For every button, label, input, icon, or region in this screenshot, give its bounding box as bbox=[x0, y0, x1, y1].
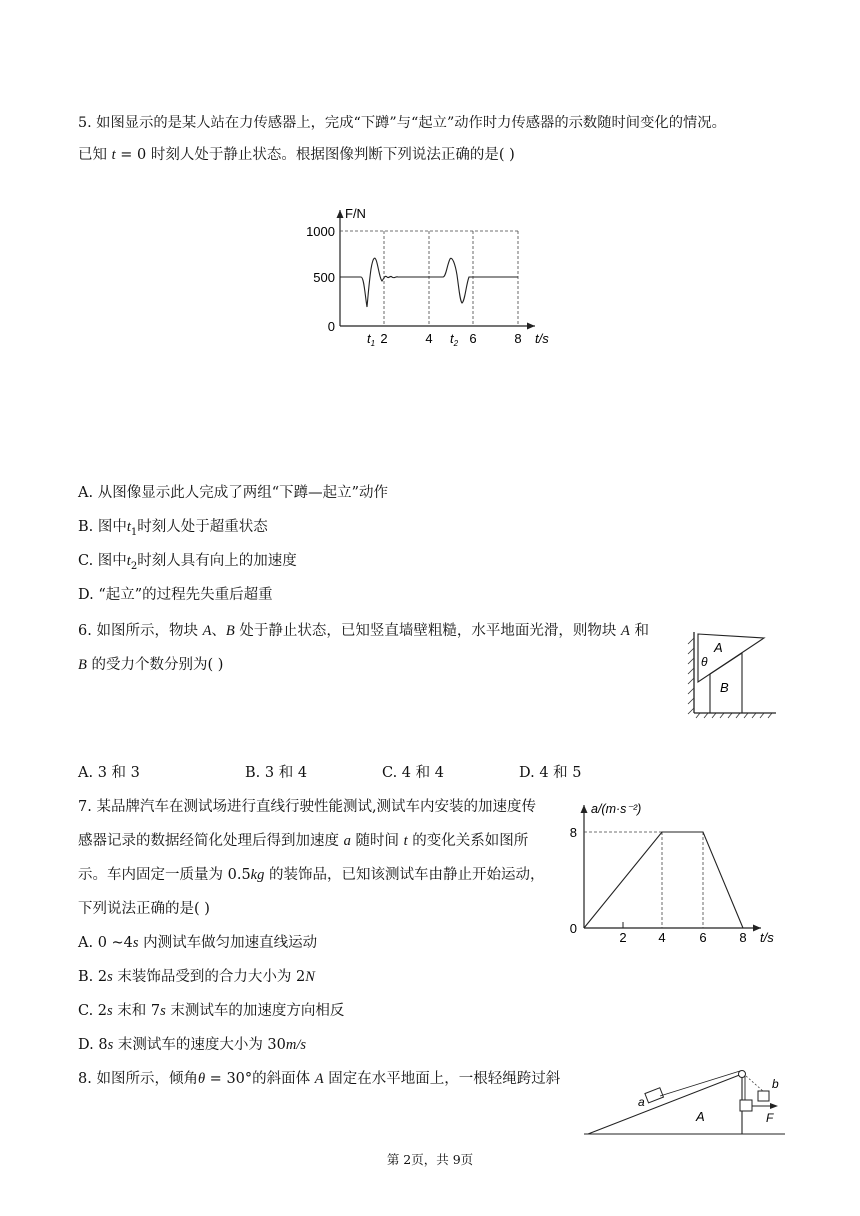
q5-xtick-t2-letter: t bbox=[450, 331, 454, 346]
q5-option-b-pre: B. 图中 bbox=[78, 519, 127, 535]
q6-var-a-2: A bbox=[621, 623, 630, 639]
q5-xtick-t2-sub: 2 bbox=[453, 339, 459, 348]
q6-option-c: C. 4 和 4 bbox=[382, 765, 444, 781]
q7-acceleration-graph bbox=[563, 797, 783, 947]
q5-xtick-t1-letter: t bbox=[367, 331, 371, 346]
q7-line-2-pre: 感器记录的数据经简化处理后得到加速度 bbox=[78, 833, 344, 849]
q6-option-b: B. 3 和 4 bbox=[245, 765, 308, 781]
q7-option-a-pre: A. 0 ~4 bbox=[78, 935, 133, 951]
q5-ytick-0: 0 bbox=[327, 319, 335, 334]
q7-line-3 bbox=[78, 865, 544, 885]
q6-var-b-2: B bbox=[78, 657, 87, 673]
q7-xtick-8: 8 bbox=[739, 930, 747, 945]
q5-force-graph bbox=[295, 205, 575, 348]
q7-line-1: 7. 某品牌汽车在测试场进行直线行驶性能测试,测试车内安装的加速度传 bbox=[78, 799, 537, 815]
q8-line-1-post: 固定在水平地面上，一根轻绳跨过斜 bbox=[323, 1071, 561, 1087]
q7-line-2 bbox=[78, 831, 528, 851]
q7-line-2-post: 的变化关系如图所 bbox=[407, 833, 529, 849]
q7-option-b bbox=[78, 967, 315, 987]
q5-xtick-t2 bbox=[450, 331, 459, 348]
q5-xtick-6: 6 bbox=[469, 331, 477, 346]
q7-option-c-post: 末测试车的加速度方向相反 bbox=[165, 1003, 345, 1019]
q6-line-1-post: 处于静止状态，已知竖直墙壁粗糙，水平地面光滑，则物块 bbox=[234, 623, 621, 639]
q7-xtick-6: 6 bbox=[699, 930, 707, 945]
q7-unit-kg: kg bbox=[250, 867, 265, 883]
q6-and: 和 bbox=[629, 623, 649, 639]
q5-xtick-t1-sub: 1 bbox=[370, 339, 376, 348]
q7-acceleration-curve bbox=[584, 832, 743, 928]
q8-fig-label-big-a: A bbox=[696, 1109, 705, 1124]
q6-line-1-pre: 6. 如图所示，物块 bbox=[78, 623, 203, 639]
q5-option-b bbox=[78, 517, 268, 543]
q5-option-b-post: 时刻人处于超重状态 bbox=[137, 519, 268, 535]
q5-option-c-post: 时刻人具有向上的加速度 bbox=[137, 553, 297, 569]
q7-ylabel: a/(m·s⁻²) bbox=[591, 802, 642, 816]
q5-option-c-var: t bbox=[126, 553, 131, 569]
q7-option-b-unit-n: N bbox=[305, 969, 315, 985]
q6-option-d: D. 4 和 5 bbox=[519, 765, 582, 781]
q7-option-a-post: 内测试车做匀加速直线运动 bbox=[138, 935, 318, 951]
q5-line-2-var-t: t bbox=[111, 147, 116, 163]
q7-option-c bbox=[78, 1001, 344, 1021]
q6-line-2 bbox=[78, 655, 223, 675]
q6-option-a: A. 3 和 3 bbox=[78, 765, 140, 781]
q7-line-2-mid: 随时间 bbox=[350, 833, 404, 849]
q5-option-b-var: t bbox=[126, 519, 131, 535]
q7-option-a-unit: s bbox=[132, 935, 139, 951]
q5-option-b-sub: 1 bbox=[130, 526, 138, 538]
q7-option-d bbox=[78, 1035, 306, 1055]
q6-fig-label-b: B bbox=[720, 680, 729, 695]
q5-line-2-text-a: 已知 bbox=[78, 147, 112, 163]
q7-var-t: t bbox=[403, 833, 408, 849]
q5-option-c-sub: 2 bbox=[130, 560, 138, 572]
q6-wall-blocks-figure bbox=[684, 620, 779, 720]
q6-line-2-post: 的受力个数分别为( ) bbox=[86, 657, 224, 673]
page-footer: 第 2页，共 9页 bbox=[386, 1152, 474, 1167]
q7-option-c-unit-1: s bbox=[107, 1003, 113, 1019]
q8-fig-label-a: a bbox=[638, 1095, 645, 1109]
q6-fig-label-a: A bbox=[714, 640, 723, 655]
q5-option-a: A. 从图像显示此人完成了两组“下蹲—起立”动作 bbox=[78, 485, 389, 501]
q7-option-d-unit-mps: m/s bbox=[285, 1037, 307, 1053]
q8-line-1-mid: = 30°的斜面体 bbox=[205, 1071, 315, 1087]
q5-option-c-pre: C. 图中 bbox=[78, 553, 127, 569]
q7-option-c-unit-2: s bbox=[160, 1003, 166, 1019]
q7-line-3-pre: 示。车内固定一质量为 0.5 bbox=[78, 867, 251, 883]
q7-option-c-mid: 末和 7 bbox=[112, 1003, 161, 1019]
q7-xtick-4: 4 bbox=[658, 930, 666, 945]
q7-xlabel: t/s bbox=[760, 930, 774, 945]
q5-xtick-4: 4 bbox=[425, 331, 433, 346]
q7-ytick-8: 8 bbox=[569, 825, 577, 840]
q7-option-d-unit-s: s bbox=[107, 1037, 114, 1053]
q5-option-c bbox=[78, 551, 297, 577]
q6-fig-label-theta: θ bbox=[701, 655, 708, 669]
q8-fig-label-b: b bbox=[772, 1077, 779, 1091]
q8-line-1 bbox=[78, 1069, 560, 1089]
q5-option-d: D. “起立”的过程先失重后超重 bbox=[78, 587, 273, 603]
q8-var-theta: θ bbox=[197, 1071, 206, 1087]
q7-option-a bbox=[78, 933, 317, 953]
q8-var-a: A bbox=[314, 1071, 324, 1087]
q8-line-1-pre: 8. 如图所示，倾角 bbox=[78, 1071, 198, 1087]
q5-xtick-t1 bbox=[367, 331, 375, 348]
q5-line-2-text-b: = 0 时刻人处于静止状态。根据图像判断下列说法正确的是( ) bbox=[115, 147, 515, 163]
q8-incline-figure bbox=[580, 1066, 790, 1138]
q7-line-3-post: 的装饰品，已知该测试车由静止开始运动， bbox=[264, 867, 545, 883]
q7-option-d-mid: 末测试车的速度大小为 30 bbox=[113, 1037, 286, 1053]
q5-line-1: 5. 如图显示的是某人站在力传感器上，完成“下蹲”与“起立”动作时力传感器的示数随时间变化的情况。 bbox=[78, 115, 726, 131]
q6-line-1 bbox=[78, 621, 649, 641]
q8-fig-label-f: F bbox=[766, 1111, 774, 1125]
q6-var-a: A bbox=[202, 623, 212, 639]
q7-var-a: a bbox=[343, 833, 351, 849]
q5-ytick-1000: 1000 bbox=[306, 224, 335, 239]
q5-xtick-8: 8 bbox=[514, 331, 522, 346]
q7-line-4: 下列说法正确的是( ) bbox=[78, 901, 210, 917]
q7-xtick-2: 2 bbox=[619, 930, 627, 945]
q7-ytick-0: 0 bbox=[569, 921, 577, 936]
q7-option-b-pre: B. 2 bbox=[78, 969, 108, 985]
q5-line-2 bbox=[78, 145, 515, 165]
q5-xlabel: t/s bbox=[535, 331, 549, 346]
q5-xtick-2: 2 bbox=[380, 331, 388, 346]
q5-ytick-500: 500 bbox=[313, 270, 335, 285]
q5-ylabel: F/N bbox=[345, 206, 366, 221]
q7-option-b-mid: 末装饰品受到的合力大小为 2 bbox=[112, 969, 306, 985]
q7-option-c-pre: C. 2 bbox=[78, 1003, 108, 1019]
q7-option-b-unit-s: s bbox=[107, 969, 113, 985]
q6-sep: 、 bbox=[211, 623, 226, 639]
q7-option-d-pre: D. 8 bbox=[78, 1037, 108, 1053]
q6-var-b: B bbox=[225, 623, 235, 639]
